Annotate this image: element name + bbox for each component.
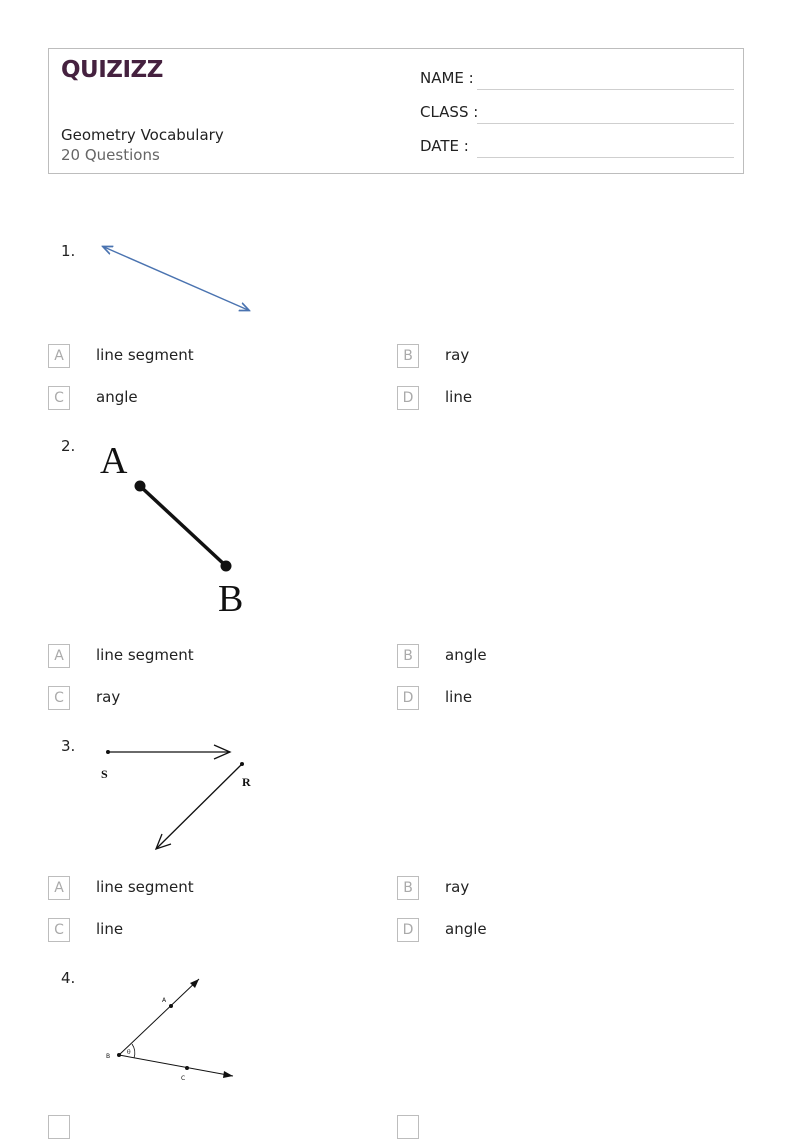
option-text[interactable]: line — [445, 388, 473, 406]
vertex-point — [117, 1053, 121, 1057]
point-label: S — [101, 767, 108, 781]
question-number: 4. — [61, 969, 76, 987]
question-number: 2. — [61, 437, 76, 455]
option-letter-box[interactable]: B — [397, 644, 419, 668]
option-text[interactable]: line segment — [96, 646, 194, 664]
option-letter-box[interactable] — [48, 1115, 70, 1139]
option-text[interactable]: line — [96, 920, 124, 938]
point-label: B — [106, 1053, 111, 1060]
name-field[interactable] — [420, 69, 734, 91]
option-text[interactable]: line segment — [96, 346, 194, 364]
option-letter-box[interactable]: A — [48, 644, 70, 668]
rays-diagram — [96, 738, 266, 856]
line-diagram — [96, 238, 260, 318]
option-letter-box[interactable]: D — [397, 386, 419, 410]
endpoint — [240, 762, 244, 766]
date-label: DATE : — [420, 137, 469, 155]
point-label: A — [100, 440, 128, 482]
point-label: A — [162, 997, 167, 1004]
name-blank-line[interactable] — [477, 89, 734, 90]
point — [169, 1004, 173, 1008]
option-text[interactable]: ray — [445, 346, 470, 364]
angle-label: θ — [127, 1049, 131, 1056]
worksheet-title: Geometry Vocabulary — [61, 126, 224, 144]
class-blank-line[interactable] — [477, 123, 734, 124]
point-label: R — [242, 775, 251, 789]
option-text[interactable]: angle — [445, 646, 487, 664]
option-letter-box[interactable] — [397, 1115, 419, 1139]
option-letter-box[interactable]: D — [397, 686, 419, 710]
option-letter-box[interactable]: C — [48, 686, 70, 710]
name-label: NAME : — [420, 69, 474, 87]
option-letter-box[interactable]: C — [48, 386, 70, 410]
option-text[interactable]: angle — [96, 388, 138, 406]
endpoint — [106, 750, 110, 754]
date-field[interactable] — [420, 137, 734, 159]
segment-diagram — [96, 436, 266, 618]
option-letter-box[interactable]: B — [397, 344, 419, 368]
class-label: CLASS : — [420, 103, 479, 121]
option-text[interactable]: line — [445, 688, 473, 706]
point-label: C — [181, 1075, 186, 1082]
question-number: 1. — [61, 242, 76, 260]
point-label: B — [218, 578, 244, 618]
date-blank-line[interactable] — [477, 157, 734, 158]
angle-diagram — [96, 970, 246, 1086]
option-text[interactable]: ray — [96, 688, 121, 706]
question-number: 3. — [61, 737, 76, 755]
option-text[interactable]: angle — [445, 920, 487, 938]
option-text[interactable]: line segment — [96, 878, 194, 896]
worksheet-header — [48, 48, 744, 174]
endpoint — [221, 561, 232, 572]
option-letter-box[interactable]: A — [48, 344, 70, 368]
question-count: 20 Questions — [61, 146, 160, 164]
option-letter-box[interactable]: D — [397, 918, 419, 942]
option-letter-box[interactable]: A — [48, 876, 70, 900]
option-letter-box[interactable]: C — [48, 918, 70, 942]
endpoint — [135, 481, 146, 492]
quizizz-logo: QUIZIZZ — [61, 57, 163, 83]
class-field[interactable] — [420, 103, 734, 125]
option-text[interactable]: ray — [445, 878, 470, 896]
option-letter-box[interactable]: B — [397, 876, 419, 900]
point — [185, 1066, 189, 1070]
